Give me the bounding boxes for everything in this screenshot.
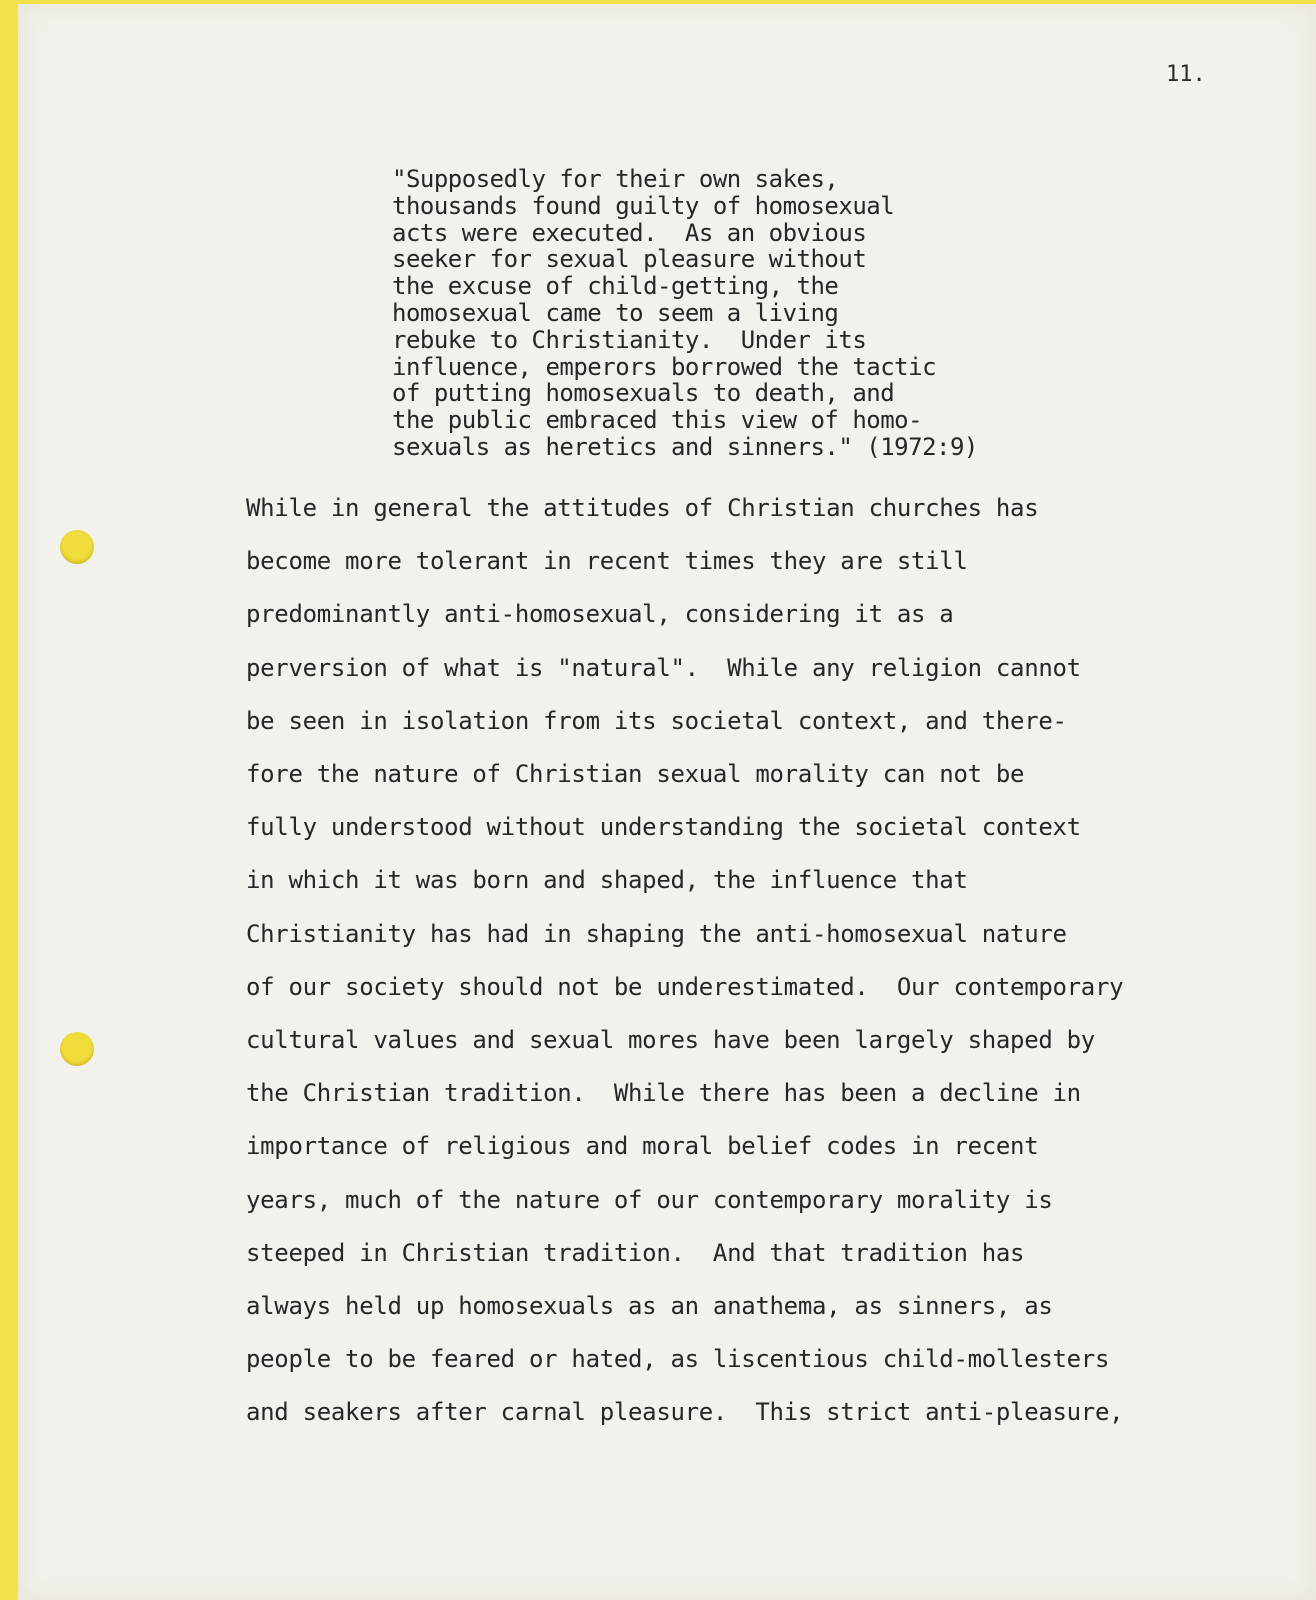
body-text xyxy=(246,482,1306,1440)
body-line: the Christian tradition. While there has been a decline in xyxy=(246,1079,1081,1108)
body-line: cultural values and sexual mores have been largely shaped by xyxy=(246,1026,1095,1055)
body-line: fore the nature of Christian sexual morality can not be xyxy=(246,760,1025,789)
quote-line: the excuse of child-getting, the xyxy=(392,272,839,301)
body-line: predominantly anti-homosexual, considering it as a xyxy=(246,600,954,629)
body-line: While in general the attitudes of Christian churches has xyxy=(246,494,1039,522)
quote-line: of putting homosexuals to death, and xyxy=(392,379,895,408)
quote-line: the public embraced this view of homo- xyxy=(392,406,923,435)
punch-hole-top xyxy=(60,530,94,564)
quote-line: "Supposedly for their own sakes, xyxy=(392,165,839,193)
body-line: people to be feared or hated, as liscentious child-mollesters xyxy=(246,1345,1110,1374)
quote-line: influence, emperors borrowed the tactic xyxy=(392,352,937,381)
body-line: of our society should not be underestimated. Our contemporary xyxy=(246,972,1124,1001)
body-line: become more tolerant in recent times they are still xyxy=(246,547,968,576)
body-line: fully understood without understanding the societal context xyxy=(246,813,1081,842)
body-line: Christianity has had in shaping the anti-homosexual nature xyxy=(246,919,1067,948)
body-line: in which it was born and shaped, the influence that xyxy=(246,866,968,895)
body-line: years, much of the nature of our contemporary morality is xyxy=(246,1185,1053,1214)
quote-line: homosexual came to seem a living xyxy=(392,298,839,327)
quote-line: seeker for sexual pleasure without xyxy=(392,245,867,274)
block-quote xyxy=(392,166,1192,461)
page-number: 11. xyxy=(1166,62,1206,87)
punch-hole-bottom xyxy=(60,1032,94,1066)
quote-line: sexuals as heretics and sinners." (1972:9) xyxy=(392,432,978,461)
body-line: steeped in Christian tradition. And that tradition has xyxy=(246,1238,1025,1267)
quote-line: acts were executed. As an obvious xyxy=(392,218,867,247)
quote-line: thousands found guilty of homosexual xyxy=(392,191,895,220)
body-line: be seen in isolation from its societal context, and there- xyxy=(246,706,1067,735)
body-line: and seakers after carnal pleasure. This strict anti-pleasure, xyxy=(246,1398,1124,1427)
body-line: always held up homosexuals as an anathema, as sinners, as xyxy=(246,1292,1053,1321)
document-page xyxy=(18,4,1316,1600)
body-line: perversion of what is "natural". While any religion cannot xyxy=(246,653,1081,682)
quote-line: rebuke to Christianity. Under its xyxy=(392,325,867,354)
body-line: importance of religious and moral belief codes in recent xyxy=(246,1132,1039,1161)
